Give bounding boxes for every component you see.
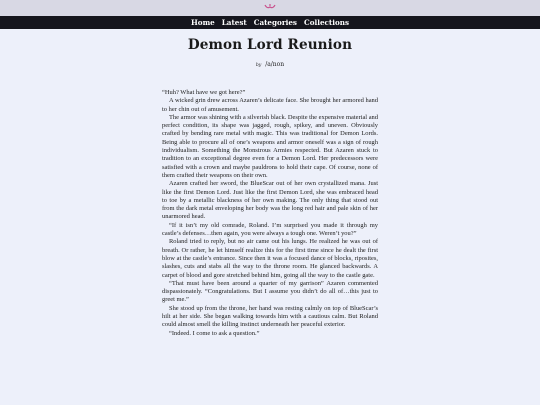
- author-link[interactable]: /a/non: [265, 61, 285, 68]
- story-paragraph: “Indeed. I come to ask a question.”: [169, 329, 260, 337]
- site-logo-icon[interactable]: [264, 3, 276, 11]
- story-paragraph: She stood up from the throne, her hand was resting calmly on top of BlueScar’s hilt at her side. She began walking towards him with a cautious calm. But Roland could almost smell the killing instinct underneath her peaceful exterior.: [162, 304, 378, 329]
- byline: [0, 61, 540, 68]
- story-paragraph: The armor was shining with a silverish black. Despite the expensive material and perfect condition, its shape was jagged, rough, spikey, and uneven. Obviously crafted by bending rare metal with magic. This was traditional for Demon Lords. Being able to procure all of one’s weapons and armor oneself was a sign of rough individualism. Something the Monstrous Armies respected. But Azaren stuck to tradition to an exceptional degree even for a Demon Lord. Her predecessors were satisfied with a crown and maybe pauldrons to hold their cape. Of course, none of them crafted their weapons on their own.: [162, 113, 378, 179]
- nav-latest[interactable]: Latest: [221, 18, 247, 27]
- nav-home[interactable]: Home: [190, 18, 215, 27]
- story-paragraph: A wicked grin drew across Azaren’s delicate face. She brought her armored hand to her chin out of amusement.: [162, 97, 378, 113]
- nav-categories[interactable]: Categories: [253, 18, 297, 27]
- story-paragraph: Azaren crafted her sword, the BlueScar out of her own crystallized mana. Just like the first Demon Lord. Just like the first Demon Lord, she was embraced head to toe by a metallic blackness of her own making. The only thing that stood out from the dark metal enveloping her body was the long red hair and pale skin of her unarmored head.: [162, 180, 378, 221]
- story-paragraph: Roland tried to reply, but no air came out his lungs. He realized he was out of breath. Or rather, he let himself realize this for the first time since he dealt the first blow at the castle’s entrance. Since then it was a focused dance of blocks, riposites, slashes, cuts and stabs all the way to the throne room. He glanced backwards. A carpet of blood and gore stretched behind him, going all the way to the castle gate.: [162, 238, 378, 279]
- story-body: [162, 89, 378, 338]
- nav-collections[interactable]: Collections: [303, 18, 350, 27]
- story-title: Demon Lord Reunion: [187, 37, 353, 53]
- byline-prefix: by: [255, 63, 262, 68]
- top-bar: [0, 0, 540, 16]
- story-paragraph: “If it isn’t my old comrade, Roland. I’m surprised you made it through my castle’s defenses…then again, you were always a tough one. Weren’t you?”: [162, 221, 378, 238]
- story-paragraph: “That must have been around a quarter of my garrison” Azaren commented dispassionately. “Congratulations. But I assume you didn’t do all of…this just to greet me.”: [162, 279, 378, 304]
- story-paragraph: “Huh? What have we got here?”: [162, 89, 246, 96]
- main-nav: [0, 16, 540, 29]
